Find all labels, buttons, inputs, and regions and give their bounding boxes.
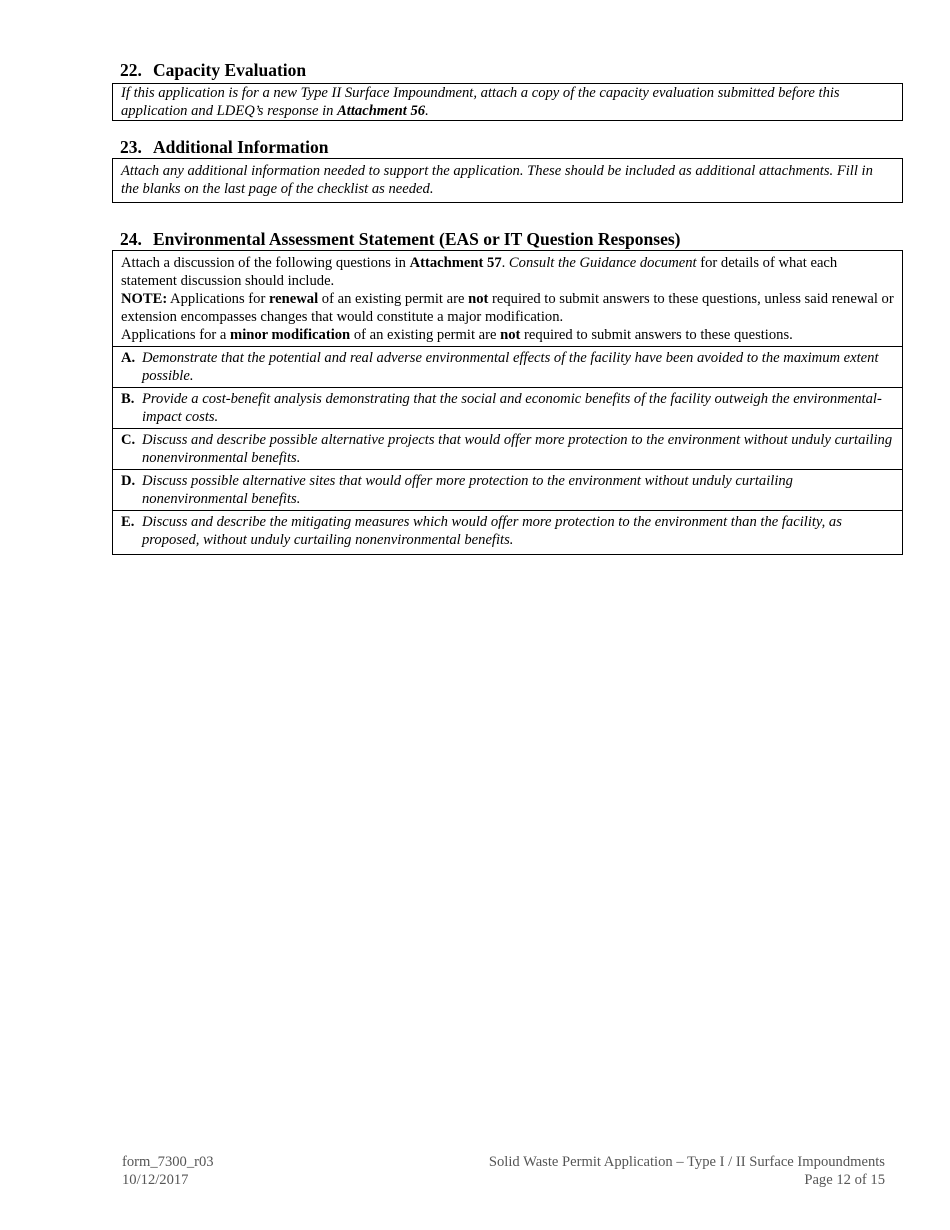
section-23-box	[112, 158, 903, 203]
question-text: Discuss possible alternative sites that would offer more protection to the environment without unduly curtailing nonenvironmental benefits.	[142, 473, 793, 507]
question-text: Discuss and describe the mitigating measures which would offer more protection to the environment than the facility, as proposed, without unduly curtailing nonenvironmental benefits.	[142, 514, 842, 548]
section-23-number: 23.	[120, 137, 142, 157]
form-date: 10/12/2017	[122, 1172, 189, 1188]
question-item	[113, 346, 902, 387]
attachment-57-ref: Attachment 57	[409, 255, 502, 271]
attachment-56-ref: Attachment 56	[337, 103, 426, 119]
form-id: form_7300_r03	[122, 1154, 214, 1170]
intro-paragraph: Attach a discussion of the following questions in Attachment 57. Consult the Guidance document for details of what each statement discussion should include.	[121, 255, 838, 289]
section-24-box	[112, 250, 903, 555]
section-23-heading	[120, 136, 329, 158]
question-text: Demonstrate that the potential and real adverse environmental effects of the facility have been avoided to the maximum extent possible.	[142, 350, 879, 384]
question-letter: C.	[121, 432, 136, 448]
section-24-title: Environmental Assessment Statement (EAS or IT Question Responses)	[153, 229, 681, 249]
question-letter: B.	[121, 391, 135, 407]
section-23-text: Attach any additional information needed to support the application. These should be included as additional attachments. Fill in the blanks on the last page of the checklist as needed.	[121, 163, 873, 197]
section-24-heading	[120, 228, 680, 250]
question-item	[113, 469, 902, 510]
question-text: Provide a cost-benefit analysis demonstrating that the social and economic benefits of the facility outweigh the environmental-impact costs.	[142, 391, 882, 425]
question-item	[113, 387, 902, 428]
footer-right	[489, 1153, 885, 1189]
question-letter: E.	[121, 514, 135, 530]
section-22-heading	[120, 59, 306, 81]
section-23-title: Additional Information	[153, 137, 329, 157]
question-letter: D.	[121, 473, 136, 489]
guidance-ref: Consult the Guidance document	[508, 255, 697, 271]
question-letter: A.	[121, 350, 136, 366]
document-title: Solid Waste Permit Application – Type I / II Surface Impoundments	[488, 1154, 885, 1170]
section-24-intro	[113, 251, 902, 346]
section-22-box	[112, 83, 903, 121]
note-label: NOTE:	[121, 291, 168, 307]
section-22-text: If this application is for a new Type II Surface Impoundment, attach a copy of the capacity evaluation submitted before this application and LDEQ’s response in Attachment 56.	[121, 85, 840, 119]
note-paragraph: NOTE: Applications for renewal of an existing permit are not required to submit answers to these questions, unless said renewal or extension encompasses changes that would constitute a major modification.	[121, 291, 894, 325]
question-item	[113, 510, 902, 551]
question-text: Discuss and describe possible alternative projects that would offer more protection to the environment without unduly curtailing nonenvironmental benefits.	[142, 432, 893, 466]
page-number: Page 12 of 15	[804, 1172, 885, 1188]
minor-modification-paragraph: Applications for a minor modification of an existing permit are not required to submit answers to these questions.	[121, 327, 793, 343]
section-22-number: 22.	[120, 60, 142, 80]
section-22-title: Capacity Evaluation	[153, 60, 307, 80]
section-24-number: 24.	[120, 229, 142, 249]
footer-left	[122, 1153, 214, 1189]
question-item	[113, 428, 902, 469]
